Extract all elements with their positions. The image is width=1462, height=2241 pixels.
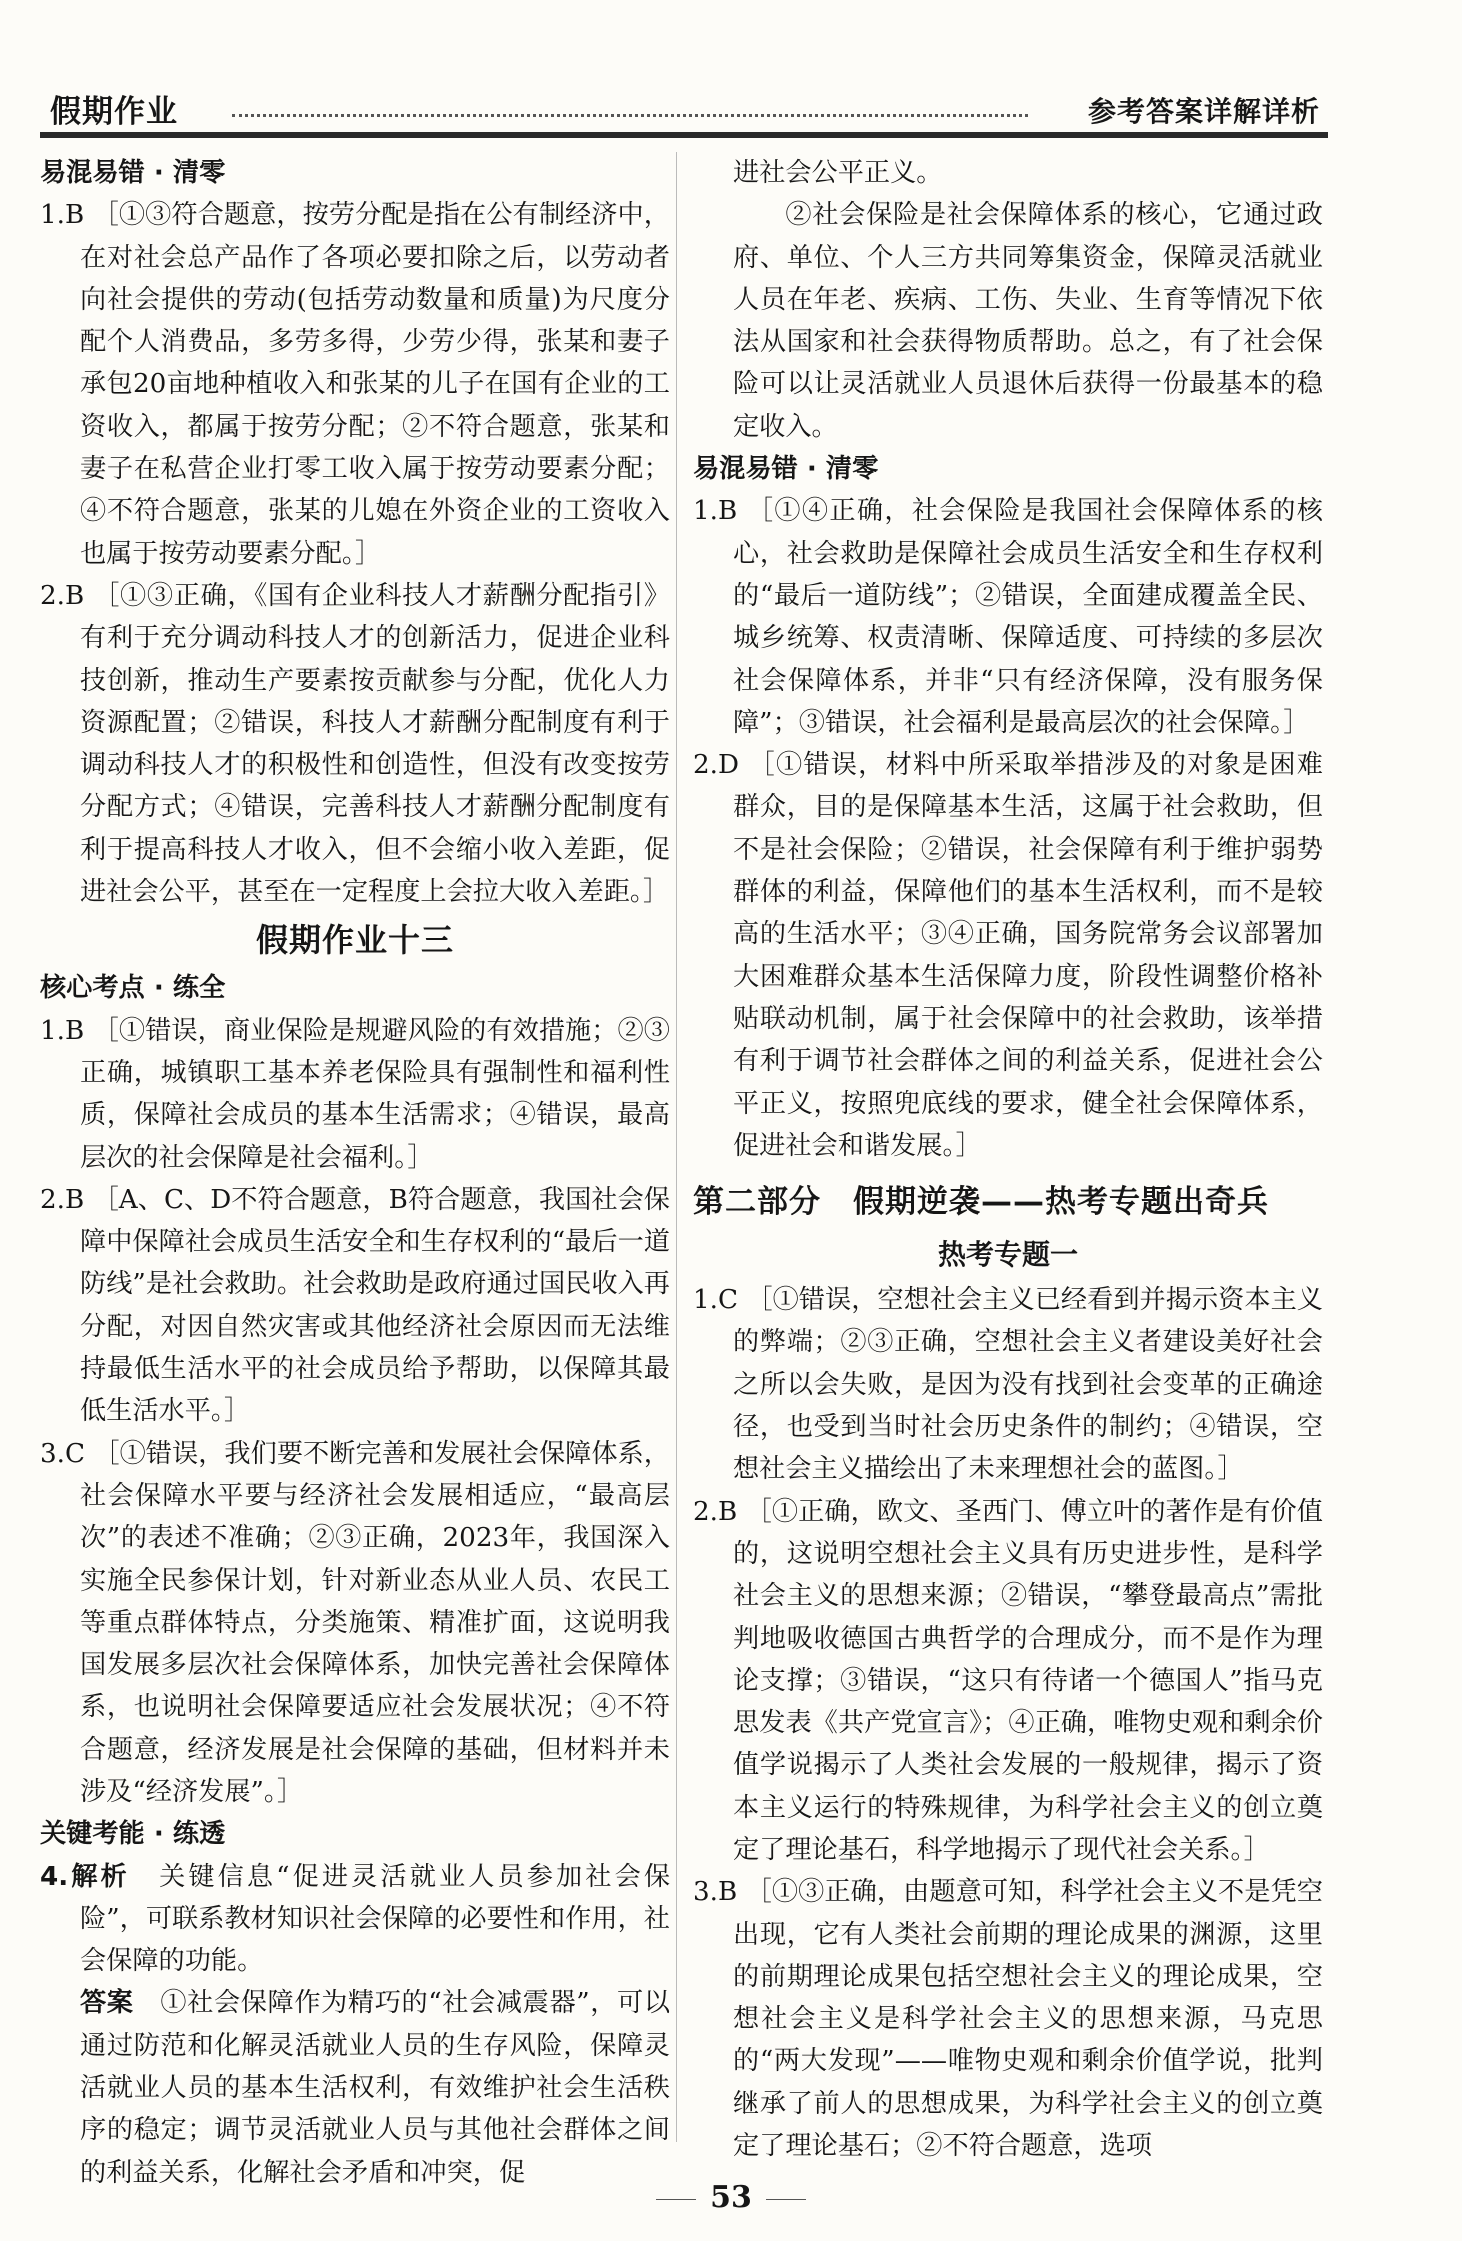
part-title: 第二部分 假期逆袭——热考专题出奇兵 (693, 1184, 1269, 1221)
answer-label: 答案 (80, 1988, 134, 2019)
analysis-item (40, 1856, 670, 1983)
column-divider (676, 152, 677, 2142)
section-heading: 核心考点 · 练全 (40, 973, 226, 1004)
lesson-title: 假期作业十三 (255, 921, 454, 960)
answer-block (40, 1982, 670, 2193)
answer-item: 2.D ［①错误，材料中所采取举措涉及的对象是困难群众，目的是保障基本生活，这属于社会救助，但不是社会保险；②错误，社会保障有利于维护弱势群体的利益，保障他们的基本生活权利，而不是较高的生活水平；③④正确，国务院常务会议部署加大困难群众基本生活保障力度，阶段性调整价格补贴联动机制，属于社会保障中的社会救助，该举措有利于调节社会群体之间的利益关系，促进社会公平正义，按照兜底线的要求，健全社会保障体系，促进社会和谐发展。］ (693, 750, 1323, 1161)
answer-item: 1.C ［①错误，空想社会主义已经看到并揭示资本主义的弊端；②③正确，空想社会主义者建设美好社会之所以会失败，是因为没有找到社会变革的正确途径，也受到当时社会历史条件的制约；④错误，空想社会主义描绘出了未来理想社会的蓝图。］ (693, 1285, 1323, 1485)
paragraph: ②社会保险是社会保障体系的核心，它通过政府、单位、个人三方共同筹集资金，保障灵活就业人员在年老、疾病、工伤、失业、生育等情况下依法从国家和社会获得物质帮助。总之，有了社会保险可以让灵活就业人员退休后获得一份最基本的稳定收入。 (733, 200, 1323, 442)
topic-title: 热考专题一 (937, 1238, 1078, 1272)
page-number (0, 2180, 1462, 2215)
answer-text: ①社会保障作为精巧的“社会减震器”，可以通过防范和化解灵活就业人员的生存风险，保障灵活就业人员的基本生活权利，有效维护社会生活秩序的稳定；调节灵活就业人员与其他社会群体之间的利益关系，化解社会矛盾和冲突，促 (80, 1988, 671, 2188)
answer-item: 1.B ［①错误，商业保险是规避风险的有效措施；②③正确，城镇职工基本养老保险具有强制性和福利性质，保障社会成员的基本生活需求；④错误，最高层次的社会保障是社会福利。］ (40, 1015, 670, 1173)
page-number-dash (766, 2199, 806, 2200)
left-column (40, 152, 670, 2194)
header-subtitle: 参考答案详解详析 (1087, 95, 1320, 128)
answer-item: 3.C ［①错误，我们要不断完善和发展社会保障体系，社会保障水平要与经济社会发展相适应，“最高层次”的表述不准确；②③正确，2023年，我国深入实施全民参保计划，针对新业态从业人员、农民工等重点群体特点，分类施策、精准扩面，这说明我国发展多层次社会保障体系，加快完善社会保障体系，也说明社会保障要适应社会发展状况；④不符合题意，经济发展是社会保障的基础，但材料并未涉及“经济发展”。］ (40, 1438, 670, 1807)
answer-item: 2.B ［A、C、D不符合题意，B符合题意，我国社会保障中保障社会成员生活安全和生存权利的“最后一道防线”是社会救助。社会救助是政府通过国民收入再分配，对因自然灾害或其他经济社会原因而无法维持最低生活水平的社会成员给予帮助，以保障其最低生活水平。］ (40, 1184, 670, 1427)
continued-text: 进社会公平正义。 (733, 158, 943, 188)
section-heading: 易混易错 · 清零 (693, 454, 879, 485)
section-heading: 易混易错 · 清零 (40, 158, 226, 188)
page-header (40, 80, 1328, 138)
header-dotted-line (232, 114, 1028, 117)
header-title: 假期作业 (50, 94, 178, 130)
answer-item: 3.B ［①③正确，由题意可知，科学社会主义不是凭空出现，它有人类社会前期的理论成果的渊源，这里的前期理论成果包括空想社会主义的理论成果，空想社会主义是科学社会主义的思想来源，马克思的“两大发现”——唯物史观和剩余价值学说，批判继承了前人的思想成果，为科学社会主义的创立奠定了理论基石；②不符合题意，选项 (693, 1877, 1323, 2162)
analysis-text: 关键信息“促进灵活就业人员参加社会保险”，可联系教材知识社会保障的必要性和作用，社会保障的功能。 (80, 1861, 671, 1977)
page-number-dash (656, 2199, 696, 2200)
analysis-label: 4.解析 (40, 1861, 130, 1892)
answer-item: 2.B ［①③正确，《国有企业科技人才薪酬分配指引》有利于充分调动科技人才的创新活力，促进企业科技创新，推动生产要素按贡献参与分配，优化人力资源配置；②错误，科技人才薪酬分配制度有利于调动科技人才的积极性和创造性，但没有改变按劳分配方式；④错误，完善科技人才薪酬分配制度有利于提高科技人才收入，但不会缩小收入差距，促进社会公平，甚至在一定程度上会拉大收入差距。］ (40, 580, 670, 908)
section-heading: 关键考能 · 练透 (40, 1819, 226, 1850)
answer-item: 2.B ［①正确，欧文、圣西门、傅立叶的著作是有价值的，这说明空想社会主义具有历史进步性，是科学社会主义的思想来源；②错误，“攀登最高点”需批判地吸收德国古典哲学的合理成分，而不是作为理论支撑；③错误，“这只有待诸一个德国人”指马克思发表《共产党宣言》；④正确，唯物史观和剩余价值学说揭示了人类社会发展的一般规律，揭示了资本主义运行的特殊规律，为科学社会主义的创立奠定了理论基石，科学地揭示了现代社会关系。］ (693, 1496, 1323, 1865)
page-number-text: 53 (710, 2180, 752, 2215)
answer-item: 1.B ［①④正确，社会保险是我国社会保障体系的核心，社会救助是保障社会成员生活安全和生存权利的“最后一道防线”；②错误，全面建成覆盖全民、城乡统筹、权责清晰、保障适度、可持续的多层次社会保障体系，并非“只有经济保障，没有服务保障”；③错误，社会福利是最高层次的社会保障。］ (693, 496, 1323, 738)
right-column (693, 152, 1323, 2167)
answer-item: 1.B ［①③符合题意，按劳分配是指在公有制经济中，在对社会总产品作了各项必要扣除之后，以劳动者向社会提供的劳动(包括劳动数量和质量)为尺度分配个人消费品，多劳多得，少劳少得，张某和妻子承包20亩地种植收入和张某的儿子在国有企业的工资收入，都属于按劳分配；②不符合题意，张某和妻子在私营企业打零工收入属于按劳动要素分配；④不符合题意，张某的儿媳在外资企业的工资收入也属于按劳动要素分配。］ (40, 200, 670, 569)
header-rule (40, 132, 1328, 138)
